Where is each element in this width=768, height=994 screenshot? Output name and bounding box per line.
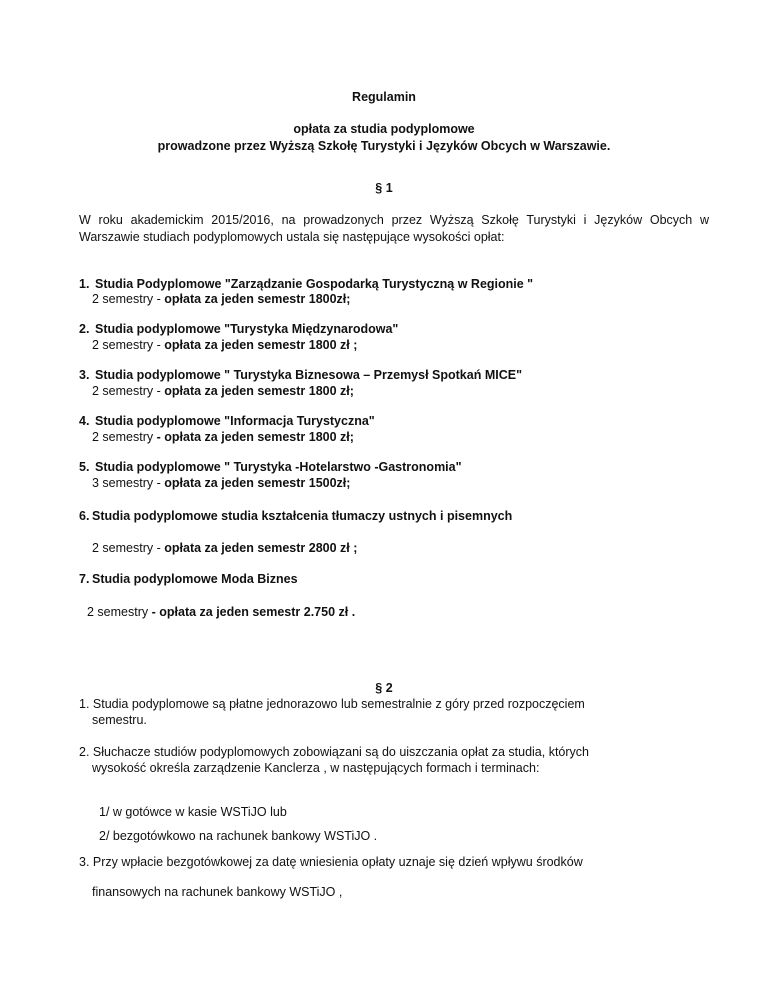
section-2-point-2-line-1: 2. Słuchacze studiów podyplomowych zobowiązani są do uiszczania opłat za studia, których	[79, 745, 589, 759]
section-2-point-1-line-2: semestru.	[92, 713, 147, 727]
fee-item-2-detail	[92, 338, 357, 353]
section-2-heading: § 2	[375, 681, 393, 695]
fee-item-1-number: 1.	[79, 277, 90, 291]
fee-item-4-name: Studia podyplomowe "Informacja Turystyczna"	[95, 414, 375, 428]
fee-item-7-fee: - opłata za jeden semestr 2.750 zł .	[151, 605, 356, 619]
fee-item-3-name: Studia podyplomowe " Turystyka Biznesowa – Przemysł Spotkań MICE"	[95, 368, 522, 382]
section-2-point-1-line-1: 1. Studia podyplomowe są płatne jednorazowo lub semestralnie z góry przed rozpoczęciem	[79, 697, 585, 711]
fee-item-1-fee: opłata za jeden semestr 1800zł;	[164, 292, 351, 306]
fee-item-7-name: Studia podyplomowe Moda Biznes	[92, 572, 298, 586]
fee-item-3-number: 3.	[79, 368, 90, 382]
fee-item-2-fee: opłata za jeden semestr 1800 zł ;	[164, 338, 358, 352]
fee-item-4-detail	[92, 430, 354, 445]
fee-item-4-number: 4.	[79, 414, 90, 428]
fee-item-3-detail	[92, 384, 354, 399]
section-1-intro-line-2: Warszawie studiach podyplomowych ustala się następujące wysokości opłat:	[79, 230, 505, 244]
fee-item-7-detail	[87, 605, 355, 620]
fee-item-4-fee: - opłata za jeden semestr 1800 zł;	[156, 430, 354, 444]
fee-item-6-semesters: 2 semestry -	[92, 541, 165, 555]
subtitle-line-1: opłata za studia podyplomowe	[293, 122, 475, 136]
fee-item-1-name: Studia Podyplomowe "Zarządzanie Gospodarką Turystyczną w Regionie "	[95, 277, 534, 291]
fee-item-7-semesters: 2 semestry	[87, 605, 152, 619]
section-2-point-3-line-1: 3. Przy wpłacie bezgotówkowej za datę wniesienia opłaty uznaje się dzień wpływu środków	[79, 855, 583, 869]
fee-item-6-number: 6.	[79, 509, 90, 523]
fee-item-2-semesters: 2 semestry -	[92, 338, 165, 352]
fee-item-6-fee: opłata za jeden semestr 2800 zł ;	[164, 541, 358, 555]
fee-item-5-detail	[92, 476, 350, 491]
fee-item-7-number: 7.	[79, 572, 90, 586]
payment-option-1: 1/ w gotówce w kasie WSTiJO lub	[99, 805, 287, 819]
fee-item-4-semesters: 2 semestry	[92, 430, 157, 444]
document-title: Regulamin	[352, 90, 416, 104]
section-2-point-3-line-2: finansowych na rachunek bankowy WSTiJO ,	[92, 885, 343, 899]
section-1-heading: § 1	[375, 181, 393, 195]
fee-item-2-number: 2.	[79, 322, 90, 336]
fee-item-1-detail	[92, 292, 350, 307]
fee-item-5-semesters: 3 semestry -	[92, 476, 165, 490]
fee-item-3-fee: opłata za jeden semestr 1800 zł;	[164, 384, 354, 398]
subtitle-line-2: prowadzone przez Wyższą Szkołę Turystyki i Języków Obcych w Warszawie.	[157, 139, 611, 153]
fee-item-5-number: 5.	[79, 460, 90, 474]
section-2-point-2-line-2: wysokość określa zarządzenie Kanclerza , w następujących formach i terminach:	[92, 761, 540, 775]
fee-item-3-semesters: 2 semestry -	[92, 384, 165, 398]
fee-item-6-detail	[92, 541, 357, 556]
fee-item-5-name: Studia podyplomowe " Turystyka -Hotelarstwo -Gastronomia"	[95, 460, 462, 474]
section-1-intro-line-1: W roku akademickim 2015/2016, na prowadzonych przez Wyższą Szkołę Turystyki i Języków Obcych w	[79, 213, 709, 227]
payment-option-2: 2/ bezgotówkowo na rachunek bankowy WSTiJO .	[99, 829, 378, 843]
fee-item-2-name: Studia podyplomowe "Turystyka Międzynarodowa"	[95, 322, 399, 336]
fee-item-6-name: Studia podyplomowe studia kształcenia tłumaczy ustnych i pisemnych	[92, 509, 513, 523]
fee-item-1-semesters: 2 semestry -	[92, 292, 165, 306]
fee-item-5-fee: opłata za jeden semestr 1500zł;	[164, 476, 351, 490]
